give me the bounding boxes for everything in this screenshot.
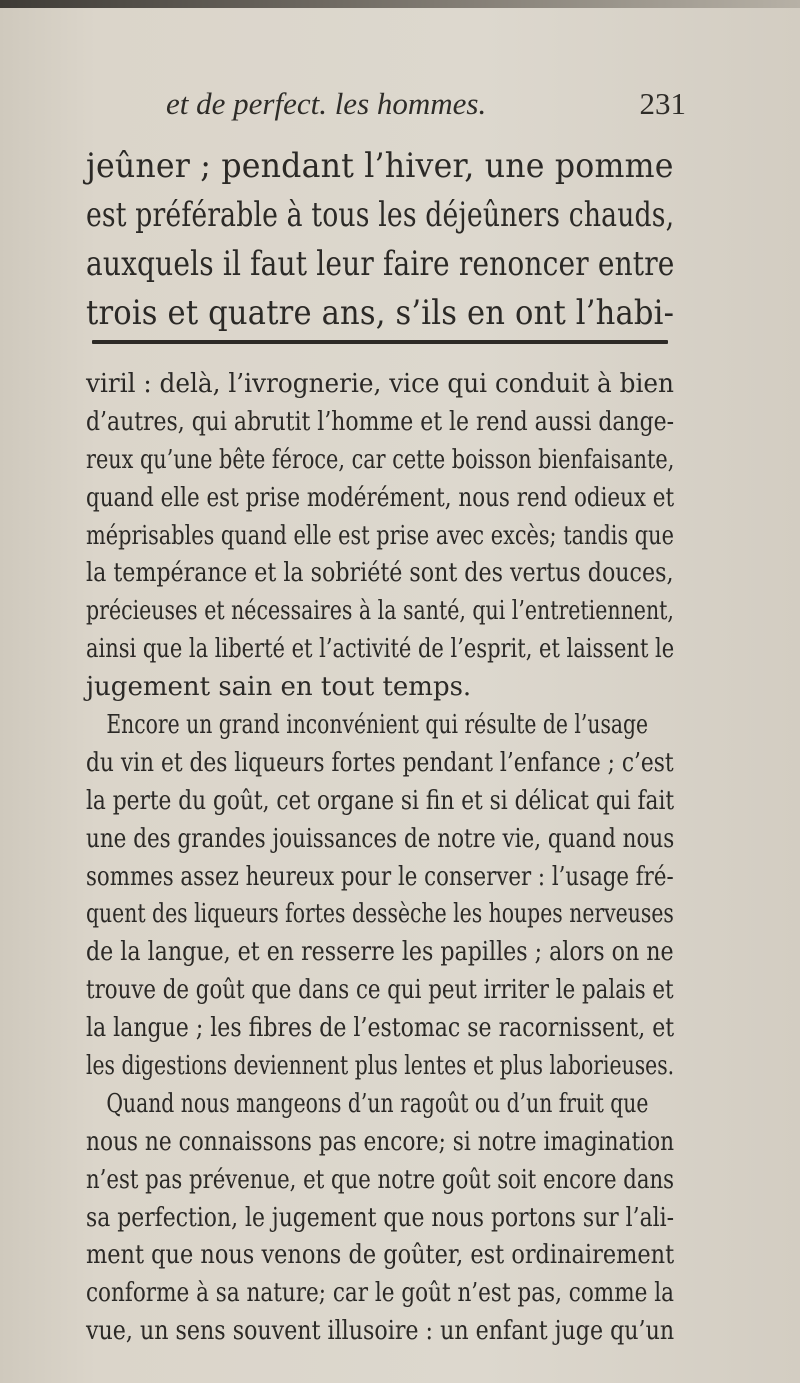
footnote-line: quand elle est prise modérément, nous rend odieux et: [86, 482, 675, 513]
footnote-line: précieuses et nécessaires à la santé, qui l’entretiennent,: [86, 596, 674, 627]
footnote-line: du vin et des liqueurs fortes pendant l’enfance ; c’est: [86, 747, 674, 778]
footnote-line: méprisables quand elle est prise avec excès; tandis que: [86, 520, 674, 551]
footnote-text: [86, 366, 674, 1351]
footnote-line: la langue ; les fibres de l’estomac se racornissent, et: [86, 1013, 675, 1044]
footnote-line: sa perfection, le jugement que nous portons sur l’ali-: [86, 1202, 675, 1233]
footnote-line: Quand nous mangeons d’un ragoût ou d’un fruit que: [106, 1088, 649, 1119]
page-header: [166, 86, 686, 126]
text-line: auxquels il faut leur faire renoncer entre: [86, 244, 675, 284]
footnote-line: les digestions deviennent plus lentes et plus laborieuses.: [86, 1051, 675, 1082]
footnote-rule: [92, 340, 668, 344]
footnote-line: la tempérance et la sobriété sont des vertus douces,: [86, 558, 674, 589]
footnote-line: de la langue, et en resserre les papilles ; alors on ne: [86, 937, 674, 968]
page-edge-shadow: [0, 0, 800, 8]
text-line: jeûner ; pendant l’hiver, une pomme: [86, 146, 674, 186]
footnote-line: n’est pas prévenue, et que notre goût soit encore dans: [86, 1164, 675, 1195]
main-text: [86, 142, 674, 338]
footnote-line: une des grandes jouissances de notre vie, quand nous: [86, 823, 675, 854]
running-head: et de perfect. les hommes.: [166, 86, 487, 121]
footnote-line: jugement sain en tout temps.: [86, 672, 472, 703]
footnote-line: conforme à sa nature; car le goût n’est pas, comme la: [86, 1278, 674, 1309]
footnote-line: ainsi que la liberté et l’activité de l’esprit, et laissent le: [86, 634, 675, 665]
footnote-line: quent des liqueurs fortes dessèche les houpes nerveuses: [86, 899, 674, 930]
footnote-line: Encore un grand inconvénient qui résulte de l’usage: [106, 710, 649, 741]
footnote-line: trouve de goût que dans ce qui peut irriter le palais et: [86, 975, 674, 1006]
footnote-line: ment que nous venons de goûter, est ordinairement: [86, 1240, 675, 1271]
page-number: 231: [639, 86, 686, 121]
footnote-line: viril : delà, l’ivrognerie, vice qui conduit à bien: [86, 369, 674, 399]
footnote-line: reux qu’une bête féroce, car cette boisson bienfaisante,: [86, 444, 675, 475]
text-line: est préférable à tous les déjeûners chauds,: [86, 195, 675, 235]
footnote-line: d’autres, qui abrutit l’homme et le rend aussi dange-: [86, 406, 675, 437]
footnote-line: vue, un sens souvent illusoire : un enfant juge qu’un: [86, 1316, 675, 1347]
text-line: trois et quatre ans, s’ils en ont l’habi-: [86, 293, 675, 333]
footnote-line: nous ne connaissons pas encore; si notre imagination: [86, 1126, 675, 1157]
footnote-line: sommes assez heureux pour le conserver : l’usage fré-: [86, 861, 674, 892]
footnote-line: la perte du goût, cet organe si fin et si délicat qui fait: [86, 785, 675, 816]
